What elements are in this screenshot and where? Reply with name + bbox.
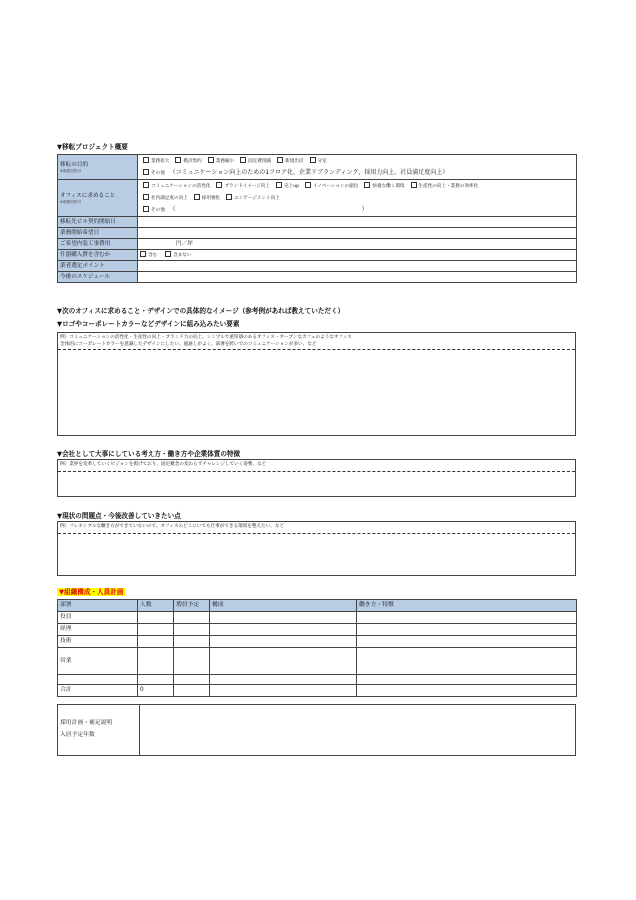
org-dept-blank: [58, 675, 138, 685]
plan-label-recruit: 採用計画・補足説明: [60, 720, 113, 726]
table-row: [58, 636, 577, 648]
org-col-workstyle: 働き方・特徴: [357, 600, 577, 612]
office-wants-option-checkbox[interactable]: [143, 182, 149, 188]
org-increase-cell[interactable]: [174, 675, 210, 685]
table-row: [58, 624, 577, 636]
row-office-wants: [58, 180, 577, 217]
office-wants-options-cell: [138, 180, 577, 217]
org-heading-text: ▼組織構成・人員計画: [59, 588, 124, 596]
row-purpose: [58, 155, 577, 180]
office-wants-option-checkbox[interactable]: [305, 182, 311, 188]
office-wants-option-label: ブランドイメージ向上: [224, 184, 271, 189]
org-composition-cell[interactable]: [210, 675, 357, 685]
org-total-value: 0: [138, 685, 174, 697]
office-wants-note: ※複数回答可: [60, 199, 81, 204]
org-workstyle-cell[interactable]: [357, 675, 577, 685]
budget-input[interactable]: [138, 239, 577, 250]
org-dept-engineering: 技術: [58, 636, 138, 648]
org-count-cell[interactable]: [138, 648, 174, 675]
furniture-exclude-label: 含まない: [172, 253, 192, 259]
office-wants-other-value: （ ）: [169, 206, 368, 213]
org-workstyle-cell[interactable]: [357, 624, 577, 636]
office-wants-option-label: 快適な働く環境: [372, 184, 405, 189]
office-wants-option-label: イノベーションの創出: [313, 184, 359, 189]
work-start-label: 業務開始希望日: [58, 228, 138, 239]
selection-input[interactable]: [138, 261, 577, 272]
office-wants-option-checkbox[interactable]: [143, 194, 149, 200]
issues-textarea[interactable]: [57, 521, 576, 576]
purpose-option-label: 業務縮小: [215, 159, 235, 164]
office-wants-label-cell: [58, 180, 138, 217]
row-furniture: [58, 250, 577, 261]
office-wants-option-checkbox[interactable]: [216, 182, 222, 188]
row-budget: [58, 239, 577, 250]
org-count-cell[interactable]: [138, 612, 174, 624]
office-wants-option-label: コミュニケーションの活性化: [151, 184, 211, 189]
schedule-input[interactable]: [138, 272, 577, 283]
design-subheading: ▼ロゴやコーポレートカラーなどデザインに組み込みたい要素: [57, 320, 240, 328]
org-workstyle-cell[interactable]: [357, 636, 577, 648]
row-contract-start: [58, 217, 577, 228]
furniture-label: 什器購入費を含むか: [58, 250, 138, 261]
design-example-line1: 例）コミュニケーションの活性化・生産性の向上・ブランド力の向上、シンプルで重厚感のあるオフィス・オープンなカフェのようなオフィス: [60, 335, 352, 340]
org-count-cell[interactable]: [138, 636, 174, 648]
furniture-exclude-checkbox[interactable]: [165, 251, 171, 257]
org-total-row: [58, 685, 577, 697]
org-increase-cell[interactable]: [174, 636, 210, 648]
office-wants-other: [140, 204, 574, 216]
office-wants-option-checkbox[interactable]: [364, 182, 370, 188]
org-table: [57, 599, 577, 697]
office-wants-option-checkbox[interactable]: [226, 194, 232, 200]
project-heading: ▼移転プロジェクト概要: [57, 143, 128, 151]
office-wants-options-2: [140, 192, 574, 204]
org-col-count: 人数: [138, 600, 174, 612]
org-composition-cell[interactable]: [210, 648, 357, 675]
furniture-include-label: 含む: [148, 253, 158, 259]
schedule-label: 今後のスケジュール: [58, 272, 138, 283]
row-schedule: [58, 272, 577, 283]
budget-label: ご希望内装工事費用: [58, 239, 138, 250]
org-count-cell[interactable]: [138, 624, 174, 636]
purpose-option-checkbox[interactable]: [143, 157, 149, 163]
org-header-row: [58, 600, 577, 612]
values-heading: ▼会社として大事にしている考え方・働き方や企業体質の特徴: [57, 450, 241, 458]
purpose-other-label: その他: [151, 171, 165, 176]
purpose-option-label: 拠点集約: [183, 159, 202, 164]
work-start-input[interactable]: [138, 228, 577, 239]
org-col-composition: 構成: [210, 600, 357, 612]
plan-label-years: 入居予定年数: [60, 732, 95, 738]
office-wants-option-checkbox[interactable]: [276, 182, 282, 188]
purpose-option-label: 固定費削減: [248, 159, 272, 164]
issues-heading: ▼現状の問題点・今後改善していきたい点: [57, 512, 181, 520]
org-composition-cell[interactable]: [210, 636, 357, 648]
purpose-label-cell: [58, 155, 138, 180]
contract-start-label: 移転先ビル契約開始日: [58, 217, 138, 228]
plan-input[interactable]: [140, 705, 575, 755]
office-wants-option-checkbox[interactable]: [411, 182, 417, 188]
office-wants-option-label: 生産性の向上・業務の効率化: [418, 184, 479, 189]
org-workstyle-cell[interactable]: [357, 612, 577, 624]
purpose-option-label: 業務拡大: [151, 159, 170, 164]
purpose-option-checkbox[interactable]: [310, 157, 316, 163]
org-workstyle-cell[interactable]: [357, 648, 577, 675]
office-wants-options-1: [140, 180, 574, 192]
purpose-note: ※複数回答可: [60, 168, 81, 173]
purpose-option-checkbox[interactable]: [175, 157, 181, 163]
purpose-other: [140, 167, 574, 179]
purpose-option-label: 分室: [317, 159, 327, 164]
design-textarea[interactable]: [57, 332, 576, 436]
contract-start-input[interactable]: [138, 217, 577, 228]
org-composition-cell[interactable]: [210, 612, 357, 624]
org-col-increase: 増員予定: [174, 600, 210, 612]
org-heading: [57, 588, 125, 597]
purpose-options: [140, 155, 574, 167]
org-total-empty: [210, 685, 357, 697]
org-increase-cell[interactable]: [174, 612, 210, 624]
values-textarea[interactable]: [57, 459, 576, 497]
org-dept-accounting: 経理: [58, 624, 138, 636]
table-row: [58, 675, 577, 685]
purpose-options-cell: [138, 155, 577, 180]
design-heading: ▼次のオフィスに求めること・デザインでの具体的なイメージ（参考例があれば教えていただく）: [57, 307, 345, 315]
office-wants-option-label: 社内満足度の向上: [151, 196, 188, 201]
plan-label-cell: [58, 705, 140, 755]
budget-unit: 円／坪: [176, 240, 193, 247]
row-selection: [58, 261, 577, 272]
design-example-line2: 全体的にコーポレートカラーを意識したデザインにしたい、風通しがよく、部署を跨いでのコミュニケーションが多い、など: [60, 342, 317, 347]
issues-example: 例）フレキシブルな働き方ができていないので、オフィスのどこにいても仕事ができる環境を整えたい、など: [58, 522, 575, 534]
purpose-option-checkbox[interactable]: [277, 157, 283, 163]
org-count-cell[interactable]: [138, 675, 174, 685]
furniture-include-checkbox[interactable]: [140, 251, 146, 257]
selection-label: 業者選定ポイント: [58, 261, 138, 272]
org-total-label: 合計: [58, 685, 138, 697]
purpose-label: 移転の目的: [60, 161, 88, 168]
org-composition-cell[interactable]: [210, 624, 357, 636]
furniture-options-cell: [138, 250, 577, 261]
purpose-option-checkbox[interactable]: [208, 157, 214, 163]
office-wants-option-label: 採用強化: [201, 196, 221, 201]
office-wants-other-checkbox[interactable]: [143, 206, 149, 212]
office-wants-other-label: その他: [151, 208, 165, 213]
org-col-dept: 部署: [58, 600, 138, 612]
table-row: [58, 612, 577, 624]
org-dept-sales: 営業: [58, 648, 138, 675]
office-wants-option-label: エンゲージメント向上: [234, 196, 280, 201]
purpose-option-label: 新規出店: [285, 159, 304, 164]
org-increase-cell[interactable]: [174, 624, 210, 636]
purpose-option-checkbox[interactable]: [240, 157, 246, 163]
design-example: [58, 333, 575, 350]
table-row: [58, 648, 577, 675]
purpose-other-checkbox[interactable]: [143, 169, 149, 175]
office-wants-option-label: 売上up: [284, 184, 300, 189]
values-example: 例）業界を変革していくビジョンを掲げており、固定概念の変わらずチャレンジしていく姿勢、など: [58, 460, 575, 472]
project-table: [57, 154, 577, 283]
org-total-empty: [357, 685, 577, 697]
org-dept-officers: 役員: [58, 612, 138, 624]
purpose-other-value: （コミュニケーション向上のための1フロア化、企業リブランディング、採用力向上、社員満足度向上）: [169, 169, 449, 176]
org-total-empty: [174, 685, 210, 697]
plan-box: [57, 704, 576, 756]
office-wants-option-checkbox[interactable]: [194, 194, 200, 200]
row-work-start: [58, 228, 577, 239]
office-wants-label: オフィスに求めること: [60, 192, 116, 199]
org-increase-cell[interactable]: [174, 648, 210, 675]
